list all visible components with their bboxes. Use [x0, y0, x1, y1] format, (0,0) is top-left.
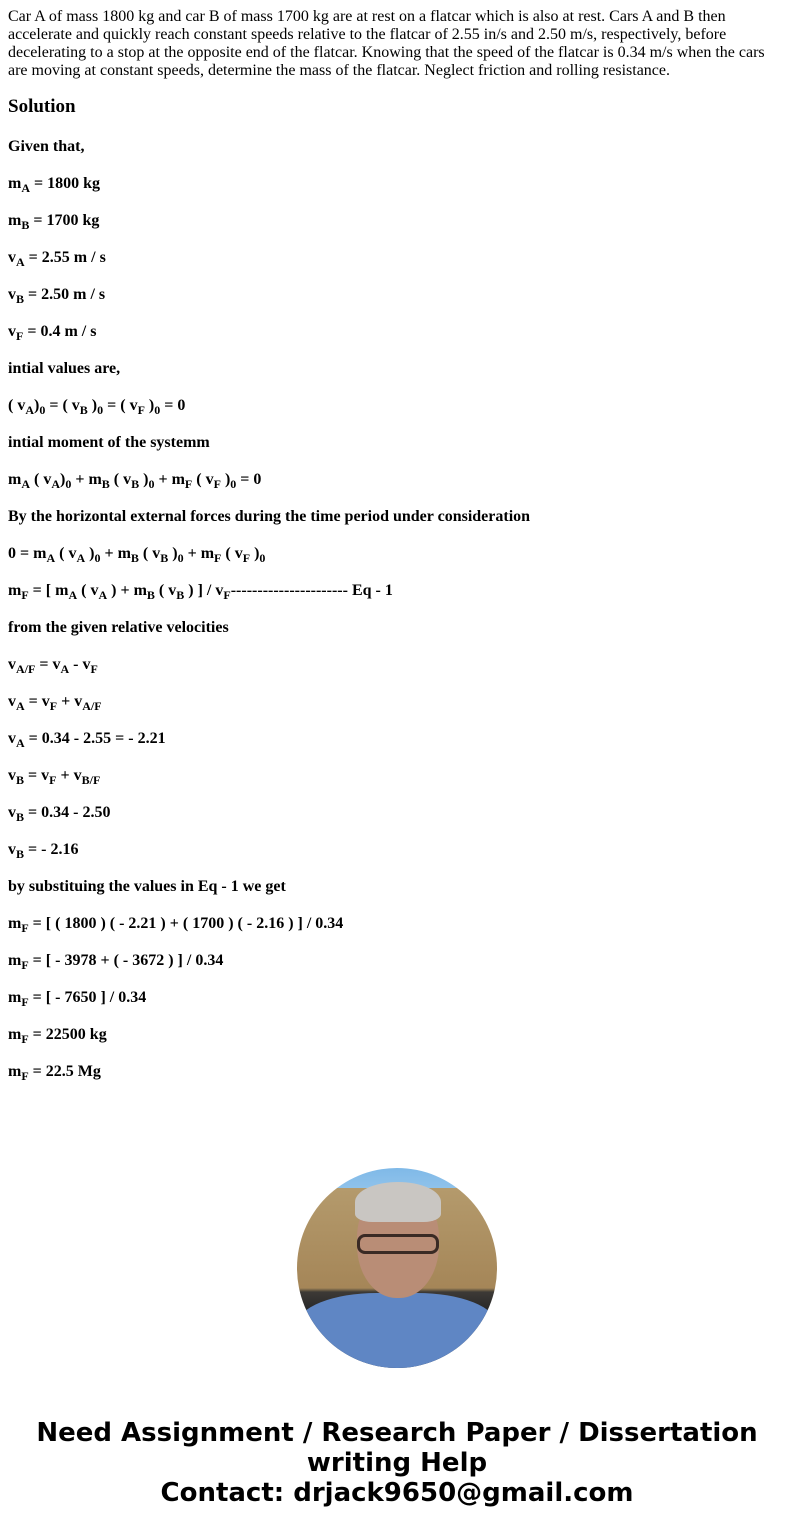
equation-text: Given that, — [8, 138, 85, 155]
solution-line — [8, 839, 786, 860]
subscript: B — [16, 810, 25, 825]
subscript: F — [21, 995, 29, 1010]
equation-text: = 1800 kg — [30, 175, 101, 192]
photo-glasses — [357, 1234, 439, 1254]
equation-text: + m — [154, 471, 185, 488]
equation-text: = v — [24, 693, 50, 710]
equation-text: m — [8, 1026, 22, 1043]
equation-text: ) — [168, 545, 178, 562]
solution-line — [8, 506, 786, 527]
equation-text: + v — [57, 693, 83, 710]
equation-text: ) — [144, 397, 155, 414]
equation-text: - v — [69, 656, 91, 673]
solution-line — [8, 469, 786, 490]
equation-text: ) — [87, 397, 98, 414]
subscript: A — [60, 662, 70, 677]
equation-text: v — [8, 286, 16, 303]
solution-line — [8, 876, 786, 897]
subscript: B — [130, 551, 139, 566]
solution-line — [8, 136, 786, 157]
subscript: A — [51, 477, 60, 492]
subscript: F — [16, 329, 24, 344]
equation-text: ( v — [192, 471, 214, 488]
equation-text: = 0.34 - 2.55 = - 2.21 — [24, 730, 166, 747]
subscript: B — [101, 477, 110, 492]
solution-line — [8, 765, 786, 786]
equation-text: v — [8, 693, 16, 710]
equation-text: m — [8, 582, 22, 599]
equation-text: v — [8, 249, 16, 266]
author-photo — [297, 1168, 497, 1368]
solution-line — [8, 580, 786, 601]
subscript: A — [46, 551, 56, 566]
solution-heading: Solution — [8, 96, 76, 117]
equation-text: ( v — [8, 397, 26, 414]
subscript: A/F — [16, 662, 36, 677]
equation-text: = [ - 7650 ] / 0.34 — [28, 989, 147, 1006]
subscript: B — [21, 218, 30, 233]
subscript: F — [214, 551, 222, 566]
equation-text: = 22.5 Mg — [28, 1063, 101, 1080]
subscript: A — [25, 403, 34, 418]
equation-text: v — [8, 730, 16, 747]
solution-line — [8, 247, 786, 268]
equation-text: ) — [60, 471, 66, 488]
equation-text: ( v — [55, 545, 77, 562]
solution-line — [8, 432, 786, 453]
subscript: F — [21, 1032, 29, 1047]
subscript: 0 — [65, 477, 72, 492]
equation-text: = v — [24, 767, 50, 784]
equation-text: m — [8, 175, 22, 192]
equation-text: v — [8, 841, 16, 858]
subscript: 0 — [39, 403, 46, 418]
equation-text: + m — [71, 471, 102, 488]
equation-text: = 22500 kg — [28, 1026, 107, 1043]
equation-text: = 2.55 m / s — [24, 249, 106, 266]
equation-text: by substituing the values in Eq - 1 we get — [8, 878, 286, 895]
equation-text: ) — [34, 397, 40, 414]
subscript: F — [137, 403, 145, 418]
equation-text: = 0.4 m / s — [23, 323, 97, 340]
solution-line — [8, 1024, 786, 1045]
equation-text: m — [8, 989, 22, 1006]
equation-text: ( v — [154, 582, 177, 599]
equation-text: v — [8, 323, 16, 340]
equation-text: ) — [220, 471, 231, 488]
equation-text: ( v — [221, 545, 243, 562]
footer-line-2: writing Help — [306, 1448, 488, 1478]
subscript: B — [16, 292, 25, 307]
equation-text: from the given relative velocities — [8, 619, 229, 636]
solution-line — [8, 1061, 786, 1082]
equation-text: = ( v — [103, 397, 138, 414]
subscript: A — [16, 736, 25, 751]
equation-text: ( v — [30, 471, 52, 488]
equation-text: v — [8, 804, 16, 821]
subscript: B — [79, 403, 88, 418]
subscript: 0 — [148, 477, 155, 492]
subscript: B — [16, 773, 25, 788]
subscript: F — [184, 477, 193, 492]
subscript: A — [16, 699, 25, 714]
solution-line — [8, 654, 786, 675]
subscript: F — [21, 1069, 29, 1084]
equation-text: m — [8, 1063, 22, 1080]
equation-text: = 0 — [160, 397, 186, 414]
question-text: Car A of mass 1800 kg and car B of mass 1700 kg are at rest on a flatcar which is also at rest. Cars A and B then accelerate and quickly reach constant speeds relative to the flatcar of 2.55 in/s and 2.50 m/s, respectively, before decelerating to a stop at the opposite end of the flatcar. Knowing that the speed of the flatcar is 0.34 m/s when the cars are moving at constant speeds, determine the mass of the flatcar. Neglect friction and rolling resistance. — [8, 8, 765, 79]
subscript: F — [242, 551, 251, 566]
subscript: F — [90, 662, 98, 677]
subscript: B — [131, 477, 140, 492]
solution-line — [8, 284, 786, 305]
equation-text: = ( v — [45, 397, 80, 414]
equation-text: ) — [250, 545, 260, 562]
subscript: B — [146, 588, 155, 603]
equation-text: v — [8, 767, 16, 784]
subscript: 0 — [230, 477, 237, 492]
subscript: 0 — [97, 403, 104, 418]
equation-text: intial moment of the systemm — [8, 434, 210, 451]
footer-contact: Contact: drjack9650@gmail.com — [160, 1478, 634, 1508]
subscript: 0 — [177, 551, 184, 566]
subscript: A — [21, 477, 30, 492]
subscript: B — [176, 588, 185, 603]
photo-shirt — [297, 1293, 497, 1368]
subscript: A — [21, 181, 30, 196]
subscript: 0 — [259, 551, 266, 566]
subscript: A — [68, 588, 78, 603]
solution-line — [8, 617, 786, 638]
subscript: F — [213, 477, 221, 492]
equation-text: m — [8, 952, 22, 969]
subscript: A — [16, 255, 25, 270]
equation-text: + m — [100, 545, 131, 562]
solution-line — [8, 802, 786, 823]
equation-text: ( v — [77, 582, 99, 599]
equation-text: = v — [35, 656, 61, 673]
equation-text: + m — [183, 545, 215, 562]
equation-text: = 0 — [236, 471, 262, 488]
subscript: A — [98, 588, 108, 603]
author-photo-container — [0, 1168, 794, 1368]
equation-text: = 2.50 m / s — [24, 286, 106, 303]
solution-line — [8, 543, 786, 564]
subscript: F — [21, 588, 29, 603]
equation-text: 0 = m — [8, 545, 47, 562]
equation-text: = 0.34 - 2.50 — [24, 804, 111, 821]
solution-line — [8, 173, 786, 194]
photo-hair — [355, 1182, 441, 1222]
footer-line-1: Need Assignment / Research Paper / Dissertation — [36, 1418, 758, 1448]
equation-text: ( v — [138, 545, 161, 562]
equation-text: ---------------------- Eq - 1 — [230, 582, 393, 599]
equation-text: ( v — [109, 471, 132, 488]
subscript: B — [160, 551, 169, 566]
subscript: F — [49, 699, 58, 714]
equation-text: = - 2.16 — [24, 841, 79, 858]
equation-text: By the horizontal external forces during the time period under consideration — [8, 508, 531, 525]
solution-line — [8, 691, 786, 712]
solution-steps — [8, 136, 786, 1082]
subscript: 0 — [94, 551, 101, 566]
subscript: B/F — [81, 773, 101, 788]
contact-footer — [0, 1418, 794, 1508]
solution-line — [8, 321, 786, 342]
solution-line — [8, 913, 786, 934]
subscript: F — [21, 958, 29, 973]
equation-text: ) — [85, 545, 95, 562]
equation-text: = [ ( 1800 ) ( - 2.21 ) + ( 1700 ) ( - 2.16 ) ] / 0.34 — [28, 915, 344, 932]
subscript: F — [49, 773, 57, 788]
solution-line — [8, 210, 786, 231]
subscript: F — [223, 588, 231, 603]
subscript: F — [21, 921, 29, 936]
solution-line — [8, 728, 786, 749]
equation-text: ) + m — [107, 582, 147, 599]
subscript: A/F — [82, 699, 102, 714]
equation-text: ) ] / v — [184, 582, 224, 599]
equation-text: m — [8, 915, 22, 932]
subscript: 0 — [154, 403, 161, 418]
solution-line — [8, 987, 786, 1008]
solution-line — [8, 395, 786, 416]
equation-text: m — [8, 471, 22, 488]
solution-line — [8, 358, 786, 379]
equation-text: = [ m — [28, 582, 69, 599]
subscript: A — [76, 551, 86, 566]
equation-text: + v — [56, 767, 82, 784]
equation-text: = 1700 kg — [29, 212, 100, 229]
equation-text: m — [8, 212, 22, 229]
subscript: B — [16, 847, 25, 862]
equation-text: ) — [139, 471, 149, 488]
solution-line — [8, 950, 786, 971]
equation-text: = [ - 3978 + ( - 3672 ) ] / 0.34 — [28, 952, 224, 969]
equation-text: v — [8, 656, 16, 673]
equation-text: intial values are, — [8, 360, 121, 377]
